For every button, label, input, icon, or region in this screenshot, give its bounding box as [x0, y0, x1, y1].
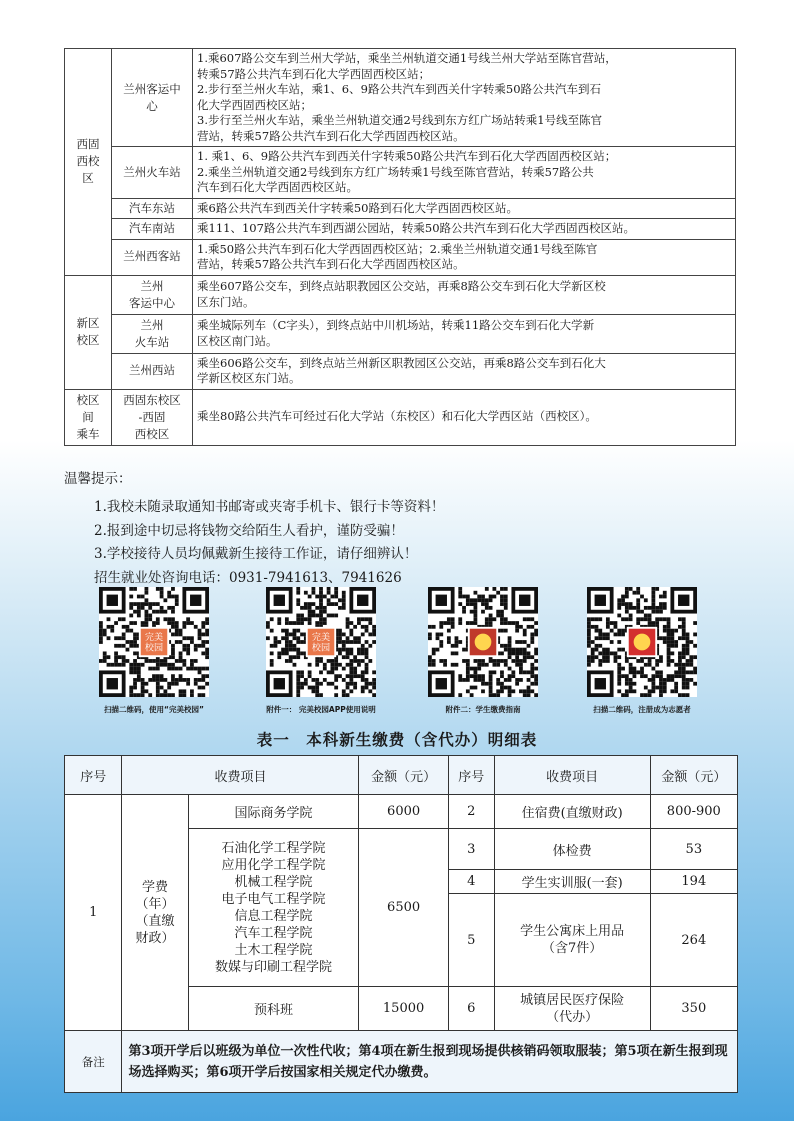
- header-amount: 金额（元）: [359, 756, 448, 795]
- route-line: 乘坐606路公交车，到终点站兰州新区职教园区公交站，再乘8路公交车到石化大: [197, 355, 606, 370]
- station-name: 西固东校区 -西固 西校区: [112, 389, 193, 445]
- route-line: 汽车到石化大学西固西校区站。: [197, 180, 358, 194]
- campus-label-xigu: 西固 西校 区: [65, 49, 112, 276]
- route-line: 营站，转乘57路公共汽车到石化大学西固西校区站。: [197, 257, 465, 271]
- college-name: 国际商务学院: [188, 795, 359, 829]
- qr-code-icon[interactable]: [428, 587, 538, 697]
- route-line: 乘坐80路公共汽车可经过石化大学站（东校区）和石化大学西区站（西校区）。: [197, 409, 597, 424]
- route-line: 2.步行至兰州火车站，乘1、6、9路公共汽车到西关什字转乘50路公共汽车到石: [197, 82, 602, 96]
- tuition-amount: 15000: [359, 987, 448, 1031]
- fee-amount: 194: [650, 870, 737, 894]
- tuition-no: 1: [65, 795, 122, 1031]
- fee-amount: 800-900: [650, 795, 737, 829]
- campus-label-xinqu: 新区 校区: [65, 275, 112, 389]
- route-line: 1.乘50路公共汽车到石化大学西固西校区站；2.乘坐兰州轨道交通1号线至陈官: [197, 241, 598, 256]
- route-line: 营站，转乘57路公共汽车到石化大学西固西校区站。: [197, 128, 465, 143]
- note-text: 第3项开学后以班级为单位一次性代收；第4项在新生报到现场提供核销码领取服装；第5项在新生报到现场选择购买；第6项开学后按国家相关规定代办缴费。: [122, 1031, 738, 1093]
- route-line: 3.步行至兰州火车站，乘坐兰州轨道交通2号线到东方红广场站转乘1号线至陈官: [197, 113, 603, 127]
- route-table: [64, 48, 736, 446]
- header-no: 序号: [448, 756, 494, 795]
- route-line: 2.乘坐兰州轨道交通2号线到东方红广场转乘1号线至陈官营站，转乘57路公共: [197, 164, 594, 179]
- route-line: 1. 乘1、6、9路公共汽车到西关什字转乘50路公共汽车到石化大学西固西校区站；: [197, 149, 617, 163]
- qr-code-icon[interactable]: [99, 587, 209, 697]
- fee-amount: 264: [650, 894, 737, 987]
- station-name: 兰州西客站: [112, 239, 193, 275]
- route-line: 化大学西固西校区站；: [197, 97, 312, 112]
- fee-item: 体检费: [494, 829, 650, 870]
- route-line: 1.乘607路公交车到兰州大学站，乘坐兰州轨道交通1号线兰州大学站至陈官营站，: [197, 51, 617, 65]
- header-no: 序号: [65, 756, 122, 795]
- qr-caption: 扫描二维码，使用“完美校园”: [104, 705, 204, 714]
- qr-block-volunteer: [562, 587, 722, 715]
- route-description: [193, 219, 736, 240]
- campus-label-shuttle: 校区 间 乘车: [65, 389, 112, 445]
- station-name: 兰州 客运中心: [112, 275, 193, 314]
- fee-no: 4: [448, 870, 494, 894]
- route-line: 学新区校区东门站。: [197, 371, 301, 385]
- qr-caption: 扫描二维码，注册成为志愿者: [593, 705, 691, 714]
- route-description: [193, 314, 736, 353]
- college-name: 石油化学工程学院 应用化学工程学院 机械工程学院 电子电气工程学院 信息工程学院 汽车工程学院 土木工程学院 数媒与印刷工程学院: [188, 829, 359, 987]
- route-description: [193, 239, 736, 275]
- fee-item: 住宿费(直缴财政): [494, 795, 650, 829]
- fee-item: 城镇居民医疗保险 （代办）: [494, 987, 650, 1031]
- header-item: 收费项目: [122, 756, 359, 795]
- fee-no: 5: [448, 894, 494, 987]
- fee-table: [64, 755, 738, 1093]
- route-line: 乘6路公共汽车到西关什字转乘50路到石化大学西固西校区站。: [197, 200, 518, 215]
- fee-amount: 350: [650, 987, 737, 1031]
- fee-table-title: 表一 本科新生缴费（含代办）明细表: [256, 730, 538, 749]
- qr-block-app-guide: [241, 587, 401, 715]
- station-name: 兰州客运中 心: [112, 49, 193, 147]
- tips-title: 温馨提示：: [64, 471, 132, 487]
- svg-text:校园: 校园: [311, 643, 331, 654]
- qr-caption: 附件一： 完美校园APP使用说明: [266, 705, 376, 714]
- note-label: 备注: [65, 1031, 122, 1093]
- tuition-label: 学费 （年） （直缴 财政）: [122, 795, 188, 1031]
- tuition-amount: 6500: [359, 829, 448, 987]
- route-description: [193, 198, 736, 219]
- station-name: 汽车东站: [112, 198, 193, 219]
- station-name: 汽车南站: [112, 219, 193, 240]
- header-item: 收费项目: [494, 756, 650, 795]
- route-description: [193, 49, 736, 147]
- tips-section: [64, 467, 744, 590]
- college-name: 预科班: [188, 987, 359, 1031]
- fee-item: 学生实训服(一套): [494, 870, 650, 894]
- route-description: [193, 147, 736, 199]
- tuition-amount: 6000: [359, 795, 448, 829]
- route-line: 乘坐607路公交车，到终点站职教园区公交站，再乘8路公交车到石化大学新区校: [197, 279, 606, 293]
- route-line: 乘坐城际列车（C字头），到终点站中川机场站，转乘11路公交车到石化大学新: [197, 318, 595, 332]
- station-name: 兰州 火车站: [112, 314, 193, 353]
- route-line: 区校区南门站。: [197, 333, 278, 348]
- svg-text:校园: 校园: [144, 643, 164, 654]
- qr-caption: 附件二：学生缴费指南: [445, 705, 521, 714]
- route-description: [193, 389, 736, 445]
- header-amount: 金额（元）: [650, 756, 737, 795]
- route-description: [193, 275, 736, 314]
- fee-no: 3: [448, 829, 494, 870]
- contact-phone: 招生就业处咨询电话：0931-7941613、7941626: [94, 569, 402, 586]
- route-line: 转乘57路公共汽车到石化大学西固西校区站；: [197, 66, 431, 81]
- fee-no: 2: [448, 795, 494, 829]
- qr-block-wanmei: [74, 587, 234, 715]
- fee-amount: 53: [650, 829, 737, 870]
- tip-item: 2.报到途中切忌将钱物交给陌生人看护，谨防受骗！: [94, 522, 404, 539]
- station-name: 兰州火车站: [112, 147, 193, 199]
- qr-code-icon[interactable]: [266, 587, 376, 697]
- fee-item: 学生公寓床上用品 （含7件）: [494, 894, 650, 987]
- qr-block-payment-guide: [403, 587, 563, 715]
- route-description: [193, 353, 736, 389]
- station-name: 兰州西站: [112, 353, 193, 389]
- svg-text:完美: 完美: [311, 633, 331, 644]
- route-line: 区东门站。: [197, 294, 255, 309]
- svg-text:完美: 完美: [144, 633, 164, 644]
- qr-code-icon[interactable]: [587, 587, 697, 697]
- fee-no: 6: [448, 987, 494, 1031]
- route-line: 乘111、107路公共汽车到西湖公园站，转乘50路公共汽车到石化大学西固西校区站。: [197, 221, 636, 235]
- tip-item: 3.学校接待人员均佩戴新生接待工作证，请仔细辨认！: [94, 546, 418, 562]
- tip-item: 1.我校未随录取通知书邮寄或夹寄手机卡、银行卡等资料！: [94, 499, 445, 515]
